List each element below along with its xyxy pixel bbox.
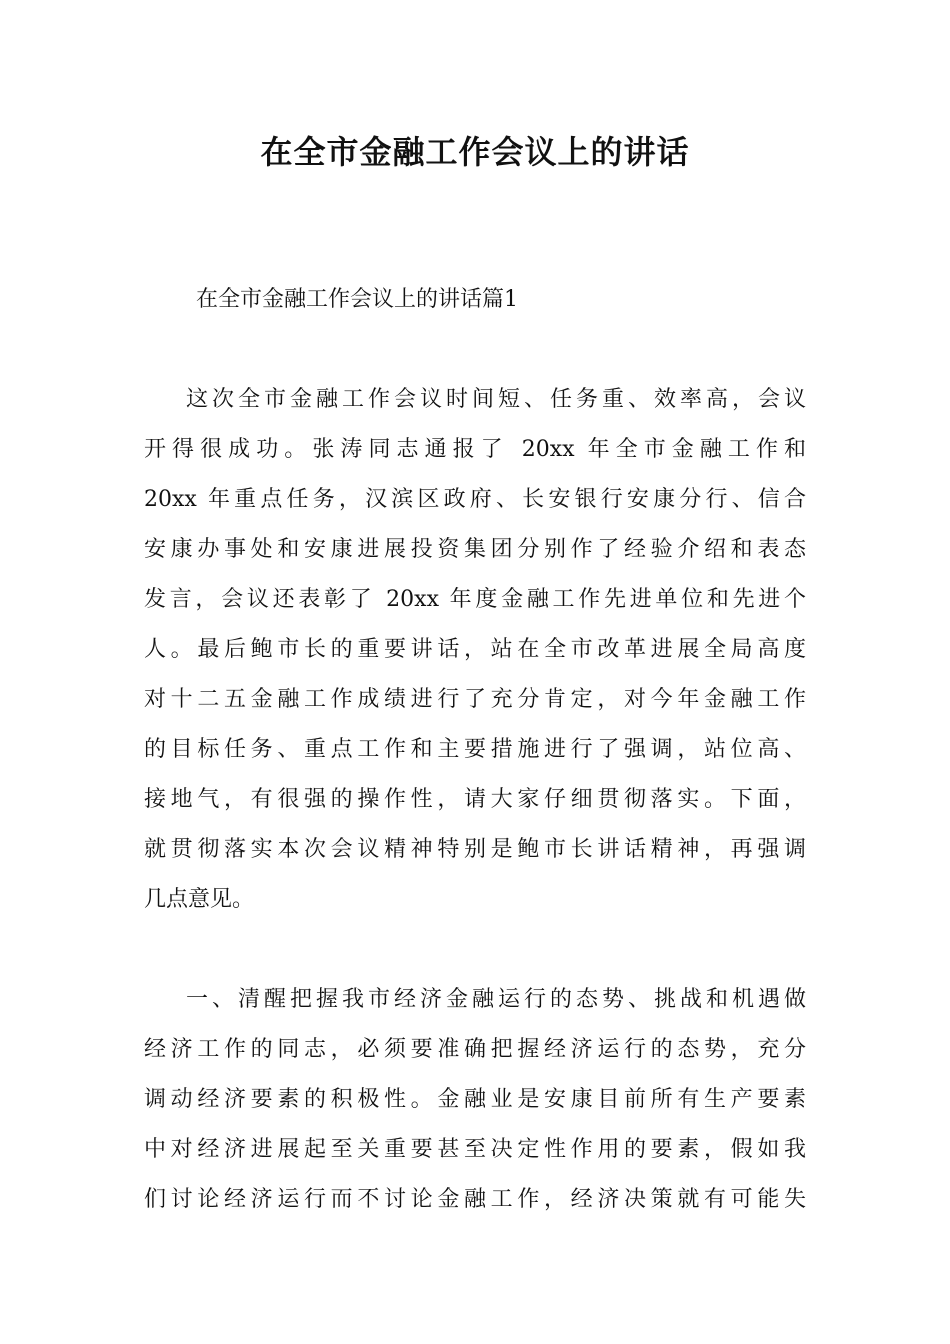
- paragraph-2-line: 一、清醒把握我市经济金融运行的态势、挑战和机遇做: [186, 987, 806, 1012]
- paragraph-1-line: 开得很成功。张涛同志通报了 20xx 年全市金融工作和: [144, 437, 806, 462]
- paragraph-2-line: 中对经济进展起至关重要甚至决定性作用的要素，假如我: [144, 1137, 806, 1162]
- paragraph-1-line: 对十二五金融工作成绩进行了充分肯定，对今年金融工作: [144, 687, 806, 712]
- document-subtitle: 在全市金融工作会议上的讲话篇1: [196, 287, 518, 312]
- paragraph-1-line: 就贯彻落实本次会议精神特别是鲍市长讲话精神，再强调: [144, 837, 806, 862]
- paragraph-2-line: 经济工作的同志，必须要准确把握经济运行的态势，充分: [144, 1037, 806, 1062]
- paragraph-1-line: 20xx 年重点任务，汉滨区政府、长安银行安康分行、信合: [144, 487, 806, 512]
- paragraph-1-line: 人。最后鲍市长的重要讲话，站在全市改革进展全局高度: [144, 637, 806, 662]
- paragraph-1-line: 的目标任务、重点工作和主要措施进行了强调，站位高、: [144, 737, 806, 762]
- paragraph-1-line: 安康办事处和安康进展投资集团分别作了经验介绍和表态: [144, 537, 806, 562]
- paragraph-1-line: 接地气，有很强的操作性，请大家仔细贯彻落实。下面，: [144, 787, 806, 812]
- paragraph-1-line: 发言，会议还表彰了 20xx 年度金融工作先进单位和先进个: [144, 587, 806, 612]
- document-title: 在全市金融工作会议上的讲话: [260, 133, 690, 171]
- paragraph-2-line: 调动经济要素的积极性。金融业是安康目前所有生产要素: [144, 1087, 806, 1112]
- paragraph-1-line: 这次全市金融工作会议时间短、任务重、效率高，会议: [186, 387, 806, 412]
- paragraph-1-line: 几点意见。: [144, 887, 255, 912]
- paragraph-2-line: 们讨论经济运行而不讨论金融工作，经济决策就有可能失: [144, 1187, 806, 1212]
